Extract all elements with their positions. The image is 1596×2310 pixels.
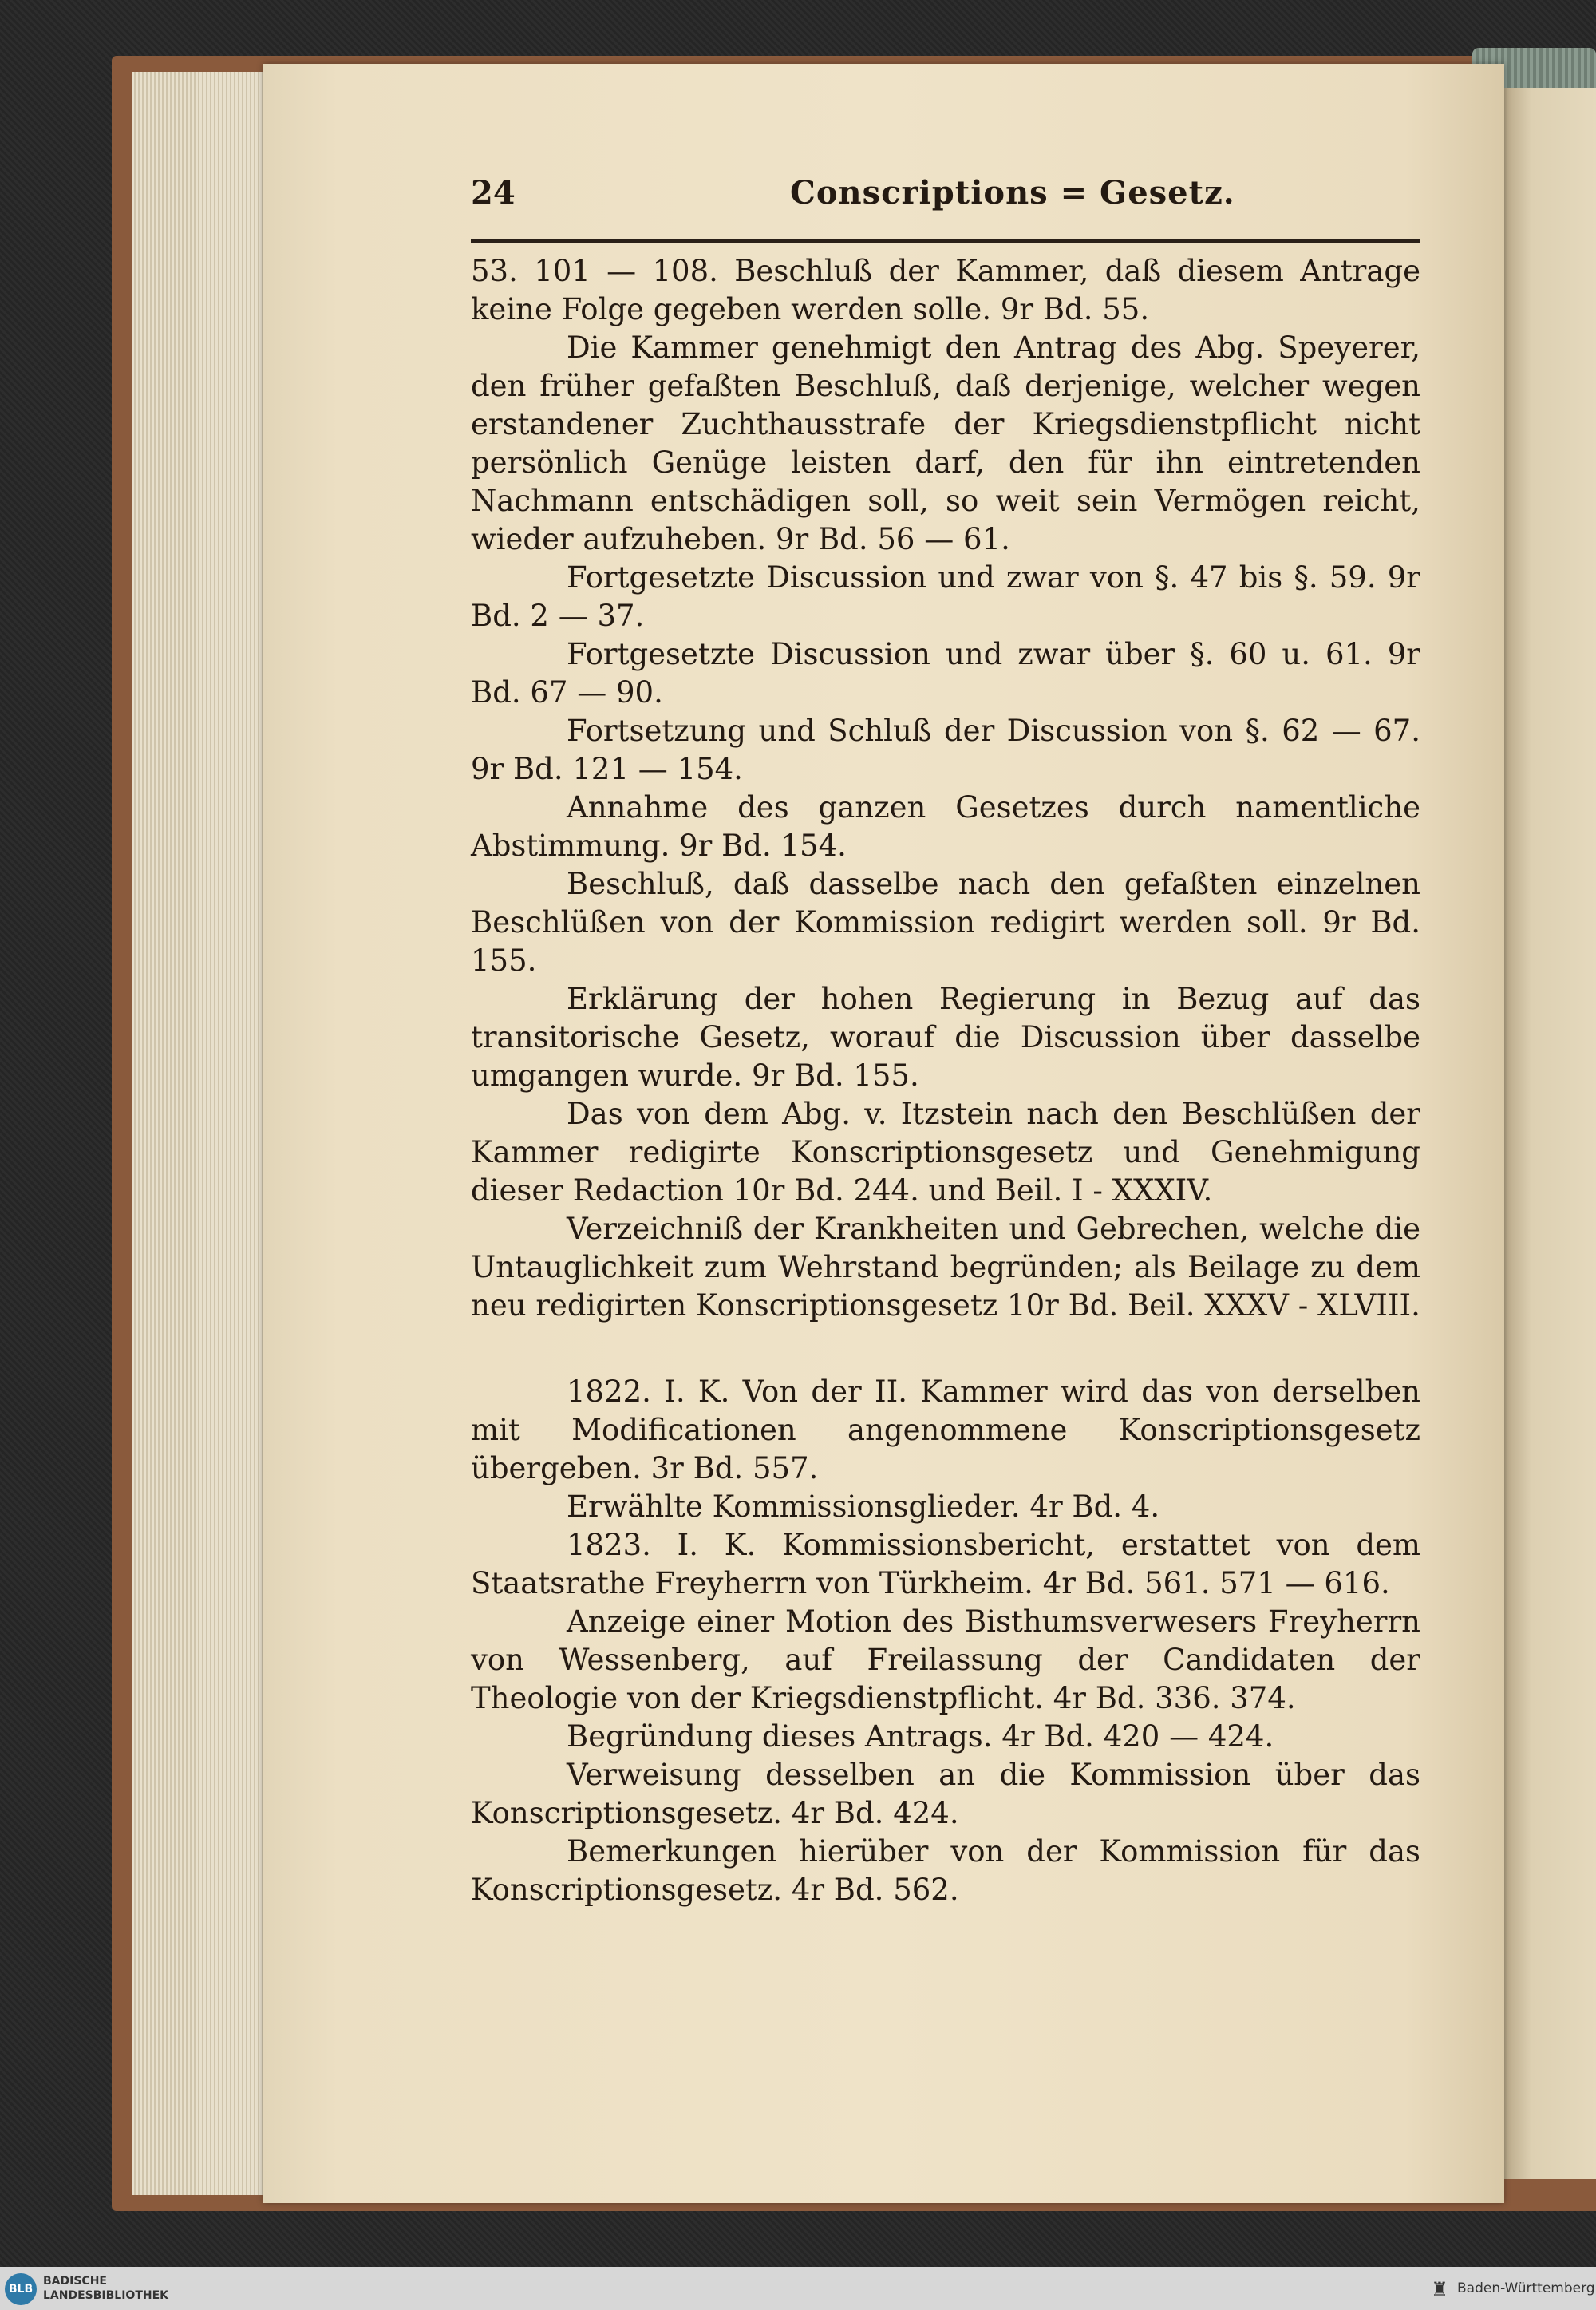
entry-paragraph: Erwählte Kommissionsglieder. 4r Bd. 4. [567,1489,1160,1524]
entry-paragraph: Fortsetzung und Schluß der Discussion von §. 62 — 67. 9r Bd. 121 — 154. [471,714,1420,786]
entry-paragraph: Das von dem Abg. v. Itzstein nach den Beschlüßen der Kammer redigirte Konscriptionsgesetz und Genehmigung dieser Redaction 10r Bd. 244. und Beil. I - XXXIV. [471,1097,1420,1208]
page-content [471,168,1420,1909]
entry-paragraph: Erklärung der hohen Regierung in Bezug auf das transitorische Gesetz, worauf die Discussion über dasselbe umgangen wurde. 9r Bd. 155. [471,982,1420,1093]
state-name: Baden-Württemberg [1457,2280,1595,2296]
blb-logo-icon: BLB [5,2273,37,2305]
entry-paragraph: 1823. I. K. Kommissionsbericht, erstattet von dem Staatsrathe Freyherrn von Türkheim. 4r Bd. 561. 571 — 616. [471,1528,1420,1600]
facing-page-edge [1504,88,1596,2179]
viewer-footer [0,2267,1596,2310]
entry-paragraph: 1822. I. K. Von der II. Kammer wird das von derselben mit Modificationen angenommene Konscriptionsgesetz übergeben. 3r Bd. 557. [471,1375,1420,1485]
page-number: 24 [471,174,516,212]
entry-paragraph: Verzeichniß der Krankheiten und Gebrechen, welche die Untauglichkeit zum Wehrstand begründen; als Beilage zu dem neu redigirten Konscriptionsgesetz 10r Bd. Beil. XXXV - XLVIII. [471,1212,1420,1323]
entry-paragraph: 53. 101 — 108. Beschluß der Kammer, daß diesem Antrage keine Folge gegeben werden solle. 9r Bd. 55. [471,254,1420,326]
entry-paragraph: Fortgesetzte Discussion und zwar über §. 60 u. 61. 9r Bd. 67 — 90. [471,637,1420,710]
page-header [471,168,1420,231]
entry-paragraph: Die Kammer genehmigt den Antrag des Abg. Speyerer, den früher gefaßten Beschluß, daß derjenige, welcher wegen erstandener Zuchthausstrafe der Kriegsdienstpflicht nicht persönlich Genüge leisten darf, den für ihn eintretenden Nachmann entschädigen soll, so weit sein Vermögen reicht, wieder aufzuheben. 9r Bd. 56 — 61. [471,330,1420,556]
library-name-line2: LANDESBIBLIOTHEK [43,2289,169,2302]
entry-paragraph: Bemerkungen hierüber von der Kommission für das Konscriptionsgesetz. 4r Bd. 562. [471,1834,1420,1907]
section-gap [471,1325,1420,1373]
running-head: Conscriptions = Gesetz. [790,174,1235,212]
page-edges [132,72,275,2195]
entry-paragraph: Verweisung desselben an die Kommission über das Konscriptionsgesetz. 4r Bd. 424. [471,1758,1420,1830]
entry-paragraph: Beschluß, daß dasselbe nach den gefaßten einzelnen Beschlüßen von der Kommission redigirt werden soll. 9r Bd. 155. [471,867,1420,978]
entry-paragraph: Begründung dieses Antrags. 4r Bd. 420 — 424. [567,1719,1274,1754]
library-name [43,2274,168,2303]
entry-paragraph: Fortgesetzte Discussion und zwar von §. 47 bis §. 59. 9r Bd. 2 — 37. [471,560,1420,633]
entry-paragraph: Anzeige einer Motion des Bisthumsverwesers Freyherrn von Wessenberg, auf Freilassung der Candidaten der Theologie von der Kriegsdienstpflicht. 4r Bd. 336. 374. [471,1604,1420,1715]
header-rule [471,239,1420,243]
state-crest-icon: ♜ [1431,2278,1448,2300]
library-name-line1: BADISCHE [43,2275,107,2288]
entry-paragraph: Annahme des ganzen Gesetzes durch namentliche Abstimmung. 9r Bd. 154. [471,790,1420,863]
